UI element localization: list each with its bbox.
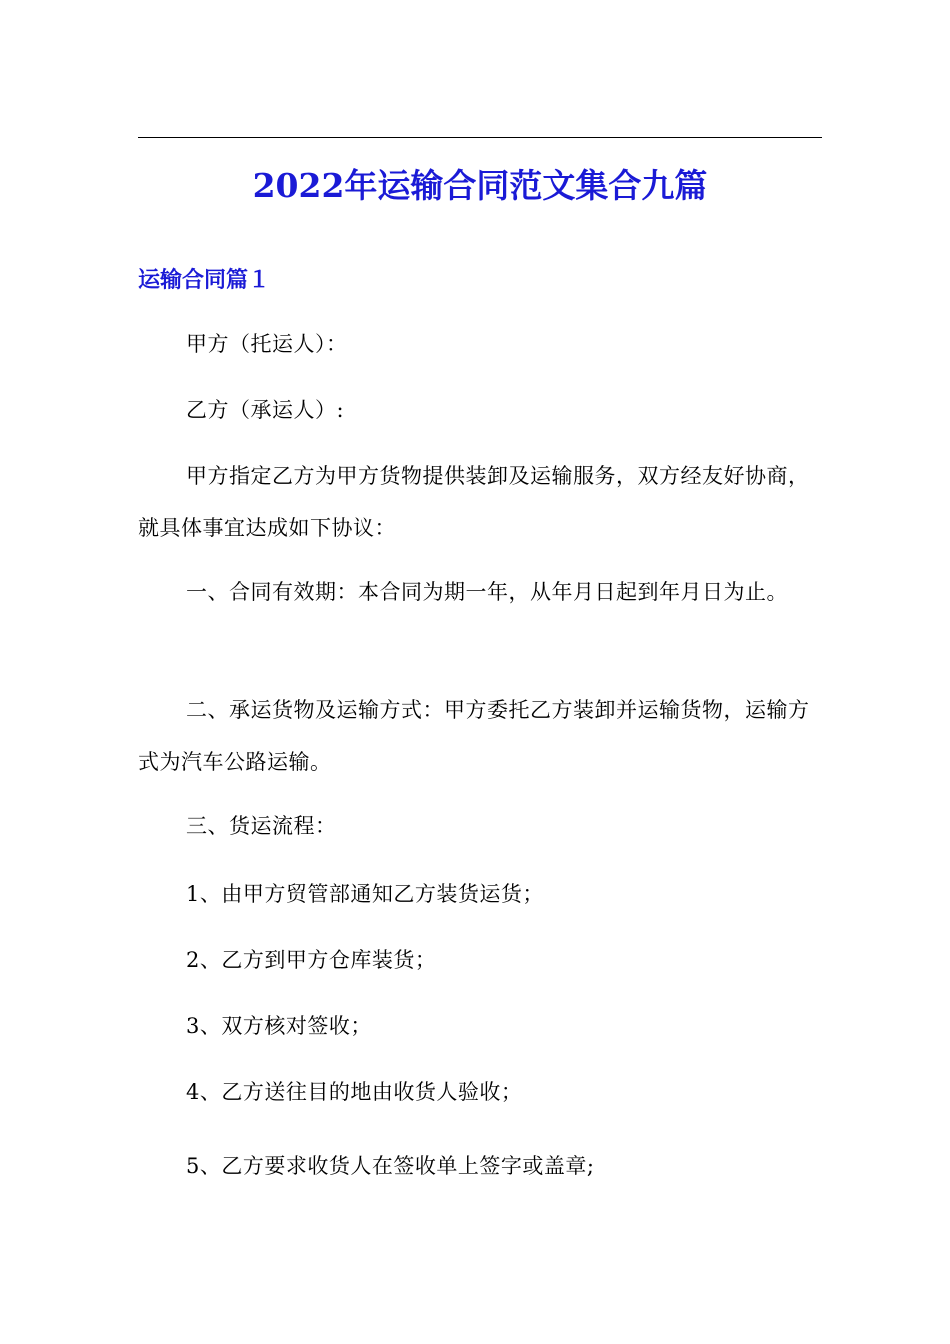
process-step: 2、乙方到甲方仓库装货；	[186, 948, 437, 972]
header-rule	[138, 137, 822, 138]
clause-validity: 一、合同有效期：本合同为期一年，从年月日起到年月日为止。	[186, 580, 788, 604]
party-a-line: 甲方（托运人）：	[186, 332, 348, 356]
process-step: 3、双方核对签收；	[186, 1014, 372, 1038]
party-b-line: 乙方（承运人）:	[186, 398, 345, 422]
intro-paragraph: 甲方指定乙方为甲方货物提供装卸及运输服务，双方经友好协商，就具体事宜达成如下协议：	[138, 464, 810, 540]
process-step: 5、乙方要求收货人在签收单上签字或盖章;	[186, 1154, 595, 1178]
document-title: 2022年运输合同范文集合九篇	[252, 166, 708, 206]
section-heading: 运输合同篇１	[138, 268, 271, 293]
clause-process-heading: 三、货运流程：	[186, 814, 337, 838]
process-step: 1、由甲方贸管部通知乙方装货运货；	[186, 882, 544, 906]
process-step: 4、乙方送往目的地由收货人验收；	[186, 1080, 523, 1104]
clause-transport-method: 二、承运货物及运输方式：甲方委托乙方装卸并运输货物，运输方式为汽车公路运输。	[138, 698, 810, 774]
